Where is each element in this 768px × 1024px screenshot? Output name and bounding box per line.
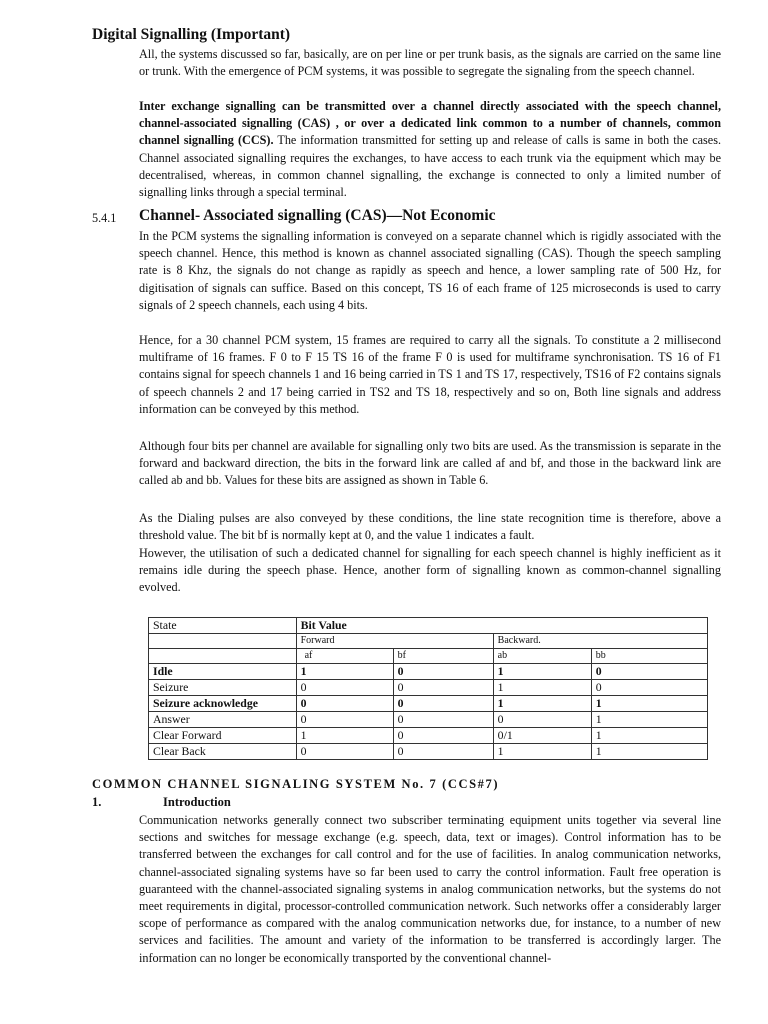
bit-label-ab: ab — [493, 649, 591, 664]
bb-cell: 1 — [591, 696, 707, 712]
intro-section-number: 1. — [92, 795, 102, 809]
bit-label-bf: bf — [393, 649, 493, 664]
af-cell: 0 — [296, 744, 393, 760]
af-cell: 1 — [296, 664, 393, 680]
state-cell: Idle — [149, 664, 297, 680]
cas-paragraph-2: Hence, for a 30 channel PCM system, 15 frames are required to carry all the signals. To constitute a 2 millisecond multiframe of 16 frames. F 0 to F 15 TS 16 of the frame F 0 is used for multiframe synchronisation. TS 16 of F1 contains signal for speech channels 1 and 16 being carried in TS 1 and TS 17, respectively, TS16 of F2 contains signals of speech channels 2 and 17 being carried in TS2 and TS 18, respectively and so on, Both line signals and address information can be conveyed by this method. — [139, 333, 721, 416]
ab-cell: 0 — [493, 712, 591, 728]
table-row-answer — [149, 712, 708, 728]
ab-cell: 1 — [493, 680, 591, 696]
bit-value-table — [148, 617, 708, 760]
bf-cell: 0 — [393, 696, 493, 712]
bf-cell: 0 — [393, 712, 493, 728]
cas-paragraph-1: In the PCM systems the signalling information is conveyed on a separate channel which is rigidly associated with the speech channel. Hence, this method is known as channel associated signalling (CAS). Though the speech sampling rate is 8 Khz, the signals do not change as rapidly as speech and hence, a lower sampling rate of 500 Hz, for digitisation of signals can suffice. Based on this concept, TS 16 of each frame of 125 microseconds is used to carry signals of 2 speech channels, each using 4 bits. — [139, 229, 721, 312]
cas-paragraph-4: As the Dialing pulses are also conveyed by these conditions, the line state recognition time is therefore, above a threshold value. The bit bf is normally kept at 0, and the value 1 indicates a fault. — [139, 511, 721, 543]
cas-paragraph-5: However, the utilisation of such a dedicated channel for signalling for each speech channel is highly inefficient as it remains idle during the speech phase. Hence, another form of signalling known as common-channel signalling evolved. — [139, 546, 721, 595]
bb-cell: 1 — [591, 744, 707, 760]
intro-section-title: Introduction — [163, 795, 231, 809]
state-cell: Seizure — [149, 680, 297, 696]
state-cell: Seizure acknowledge — [149, 696, 297, 712]
table-header-row — [149, 618, 708, 634]
table-row-seizure-acknowledge — [149, 696, 708, 712]
state-cell: Clear Back — [149, 744, 297, 760]
table-row-clear-back — [149, 744, 708, 760]
direction-blank-cell — [149, 634, 297, 649]
bf-cell: 0 — [393, 744, 493, 760]
intro-paragraph-2-rest: The information transmitted for setting up and release of calls is same in both the cases. Channel associated signalling requires the exchanges, to have access to each trunk via the equipment which may be decentralised, whereas, in common channel signalling, the exchange is connected to only a limited number of signalling links through a special terminal. — [139, 133, 721, 200]
bf-cell: 0 — [393, 680, 493, 696]
ccs-section-title: COMMON CHANNEL SIGNALING SYSTEM No. 7 (CCS#7) — [92, 777, 500, 791]
state-header: State — [149, 618, 297, 634]
section-title: Channel- Associated signalling (CAS)—Not Economic — [139, 207, 496, 224]
ab-cell: 1 — [493, 664, 591, 680]
bb-cell: 0 — [591, 680, 707, 696]
ab-cell: 0/1 — [493, 728, 591, 744]
bit-label-bb: bb — [591, 649, 707, 664]
bb-cell: 1 — [591, 712, 707, 728]
af-cell: 0 — [296, 680, 393, 696]
state-cell: Answer — [149, 712, 297, 728]
ab-cell: 1 — [493, 744, 591, 760]
bit-value-header: Bit Value — [296, 618, 707, 634]
af-cell: 0 — [296, 696, 393, 712]
intro-paragraph-1: All, the systems discussed so far, basically, are on per line or per trunk basis, as the signals are carried on the same line or trunk. With the emergence of PCM systems, it was possible to segregate the signaling from the speech channel. — [139, 47, 721, 79]
af-cell: 0 — [296, 712, 393, 728]
direction-row — [149, 634, 708, 649]
page-heading: Digital Signalling (Important) — [92, 26, 291, 43]
state-cell: Clear Forward — [149, 728, 297, 744]
table-row-seizure — [149, 680, 708, 696]
af-cell: 1 — [296, 728, 393, 744]
intro-paragraph-2 — [139, 98, 721, 201]
bit-label-af: af — [296, 649, 393, 664]
ab-cell: 1 — [493, 696, 591, 712]
bb-cell: 1 — [591, 728, 707, 744]
backward-label: Backward. — [493, 634, 707, 649]
bb-cell: 0 — [591, 664, 707, 680]
bf-cell: 0 — [393, 664, 493, 680]
ccs-intro-paragraph: Communication networks generally connect two subscriber terminating equipment units together via several line sections and switches for message exchange (e.g. speech, data, text or images). Control information has to be transferred between the exchanges for call control and for the use of facilities. In analog communication networks, channel-associated signaling systems have so far been used to carry the control information. Fault free operation is guaranteed with the channel-associated signaling systems in analog communication networks, but the systems do not meet requirements in digital, processor-controlled communication network. Such networks offer a considerably larger scope of performance as compared with the analog communication networks due, for instance, to a number of new services and facilities. The amount and variety of the information to be transferred is accordingly larger. The information can no longer be economically transported by the conventional channel- — [139, 813, 721, 965]
bf-cell: 0 — [393, 728, 493, 744]
forward-label: Forward — [296, 634, 493, 649]
section-number: 5.4.1 — [92, 211, 117, 225]
cas-paragraph-3: Although four bits per channel are available for signalling only two bits are used. As the transmission is separate in the forward and backward direction, the bits in the forward link are called af and bf, and those in the backward link are called ab and bb. Values for these bits are assigned as shown in Table 6. — [139, 439, 721, 488]
table-row-idle — [149, 664, 708, 680]
table-row-clear-forward — [149, 728, 708, 744]
bit-label-row — [149, 649, 708, 664]
bit-label-blank-cell — [149, 649, 297, 664]
intro-paragraph-2-bold: Inter exchange signalling can be transmitted over a channel directly associated with the speech channel, channel-associated signalling (CAS) , or over a dedicated link common to a number of channels, common channel signalling (CCS). — [139, 99, 721, 148]
